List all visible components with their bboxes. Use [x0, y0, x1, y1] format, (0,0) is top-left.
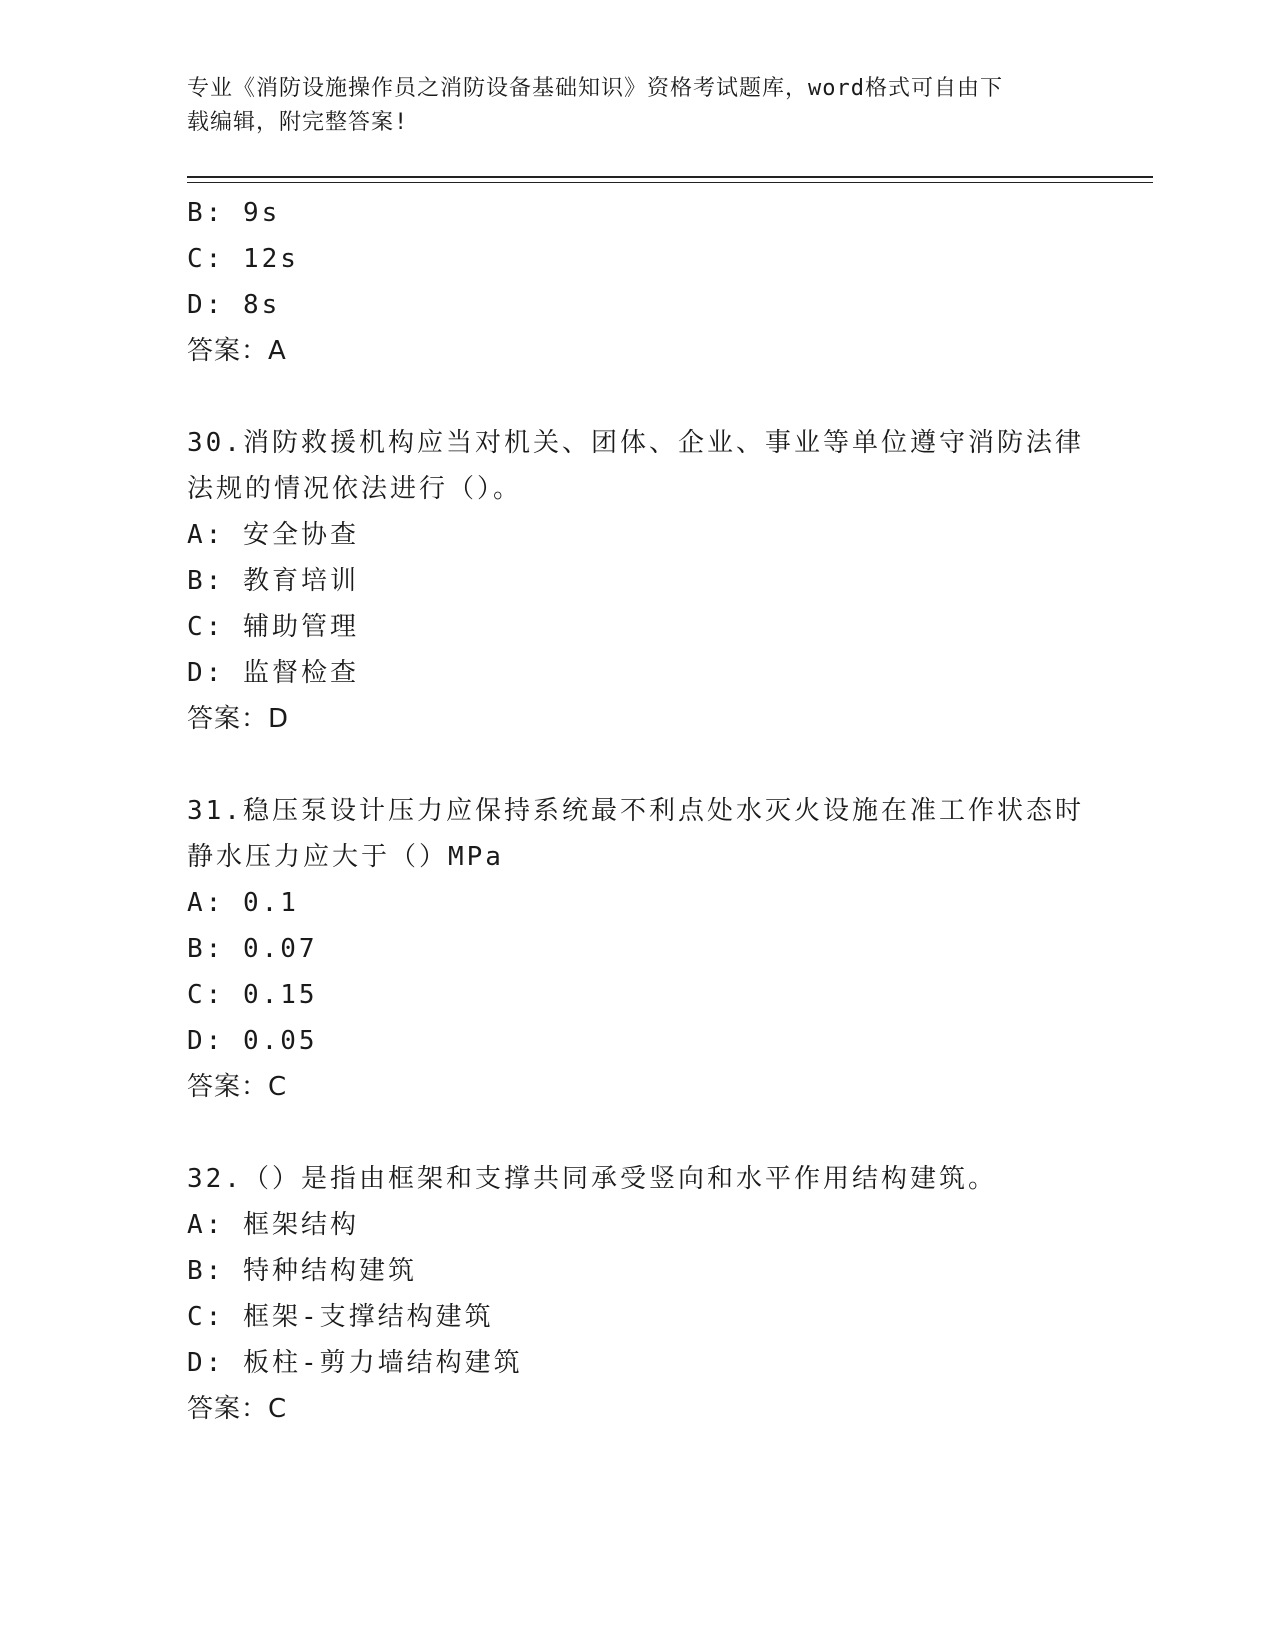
- question-32: [187, 1156, 1087, 1432]
- header-line-2: 载编辑，附完整答案!: [187, 110, 409, 135]
- question-text-line: 32.（）是指由框架和支撑共同承受竖向和水平作用结构建筑。: [187, 1164, 997, 1194]
- question-30: [187, 420, 1087, 742]
- option-b: B: 9s: [187, 198, 281, 228]
- spacer: [187, 1110, 1087, 1156]
- header-divider-thin: [187, 182, 1153, 183]
- option-a: A: 框架结构: [187, 1210, 359, 1240]
- answer-line: 答案：C: [187, 1394, 288, 1424]
- question-content: [187, 190, 1087, 1432]
- question-text-line: 31.稳压泵设计压力应保持系统最不利点处水灭火设施在准工作状态时: [187, 796, 1084, 826]
- option-b: B: 0.07: [187, 934, 318, 964]
- option-c: C: 12s: [187, 244, 299, 274]
- answer-line: 答案：D: [187, 704, 290, 734]
- question-text-line: 30.消防救援机构应当对机关、团体、企业、事业等单位遵守消防法律: [187, 428, 1084, 458]
- option-a: A: 安全协查: [187, 520, 359, 550]
- header-divider-thick: [187, 176, 1153, 178]
- option-c: C: 框架-支撑结构建筑: [187, 1302, 494, 1332]
- option-d: D: 监督检查: [187, 658, 359, 688]
- spacer: [187, 742, 1087, 788]
- option-c: C: 0.15: [187, 980, 318, 1010]
- option-d: D: 0.05: [187, 1026, 318, 1056]
- spacer: [187, 374, 1087, 420]
- option-d: D: 8s: [187, 290, 281, 320]
- question-31: [187, 788, 1087, 1110]
- prev-question: [187, 190, 1087, 374]
- option-a: A: 0.1: [187, 888, 299, 918]
- option-b: B: 教育培训: [187, 566, 359, 596]
- question-text-line: 法规的情况依法进行（）。: [187, 474, 523, 504]
- option-d: D: 板柱-剪力墙结构建筑: [187, 1348, 523, 1378]
- answer-line: 答案：A: [187, 336, 287, 366]
- question-text-line: 静水压力应大于（）MPa: [187, 842, 504, 872]
- document-header: [187, 72, 1067, 140]
- answer-line: 答案：C: [187, 1072, 288, 1102]
- header-line-1: 专业《消防设施操作员之消防设备基础知识》资格考试题库，word格式可自由下: [187, 76, 1003, 101]
- option-c: C: 辅助管理: [187, 612, 359, 642]
- option-b: B: 特种结构建筑: [187, 1256, 417, 1286]
